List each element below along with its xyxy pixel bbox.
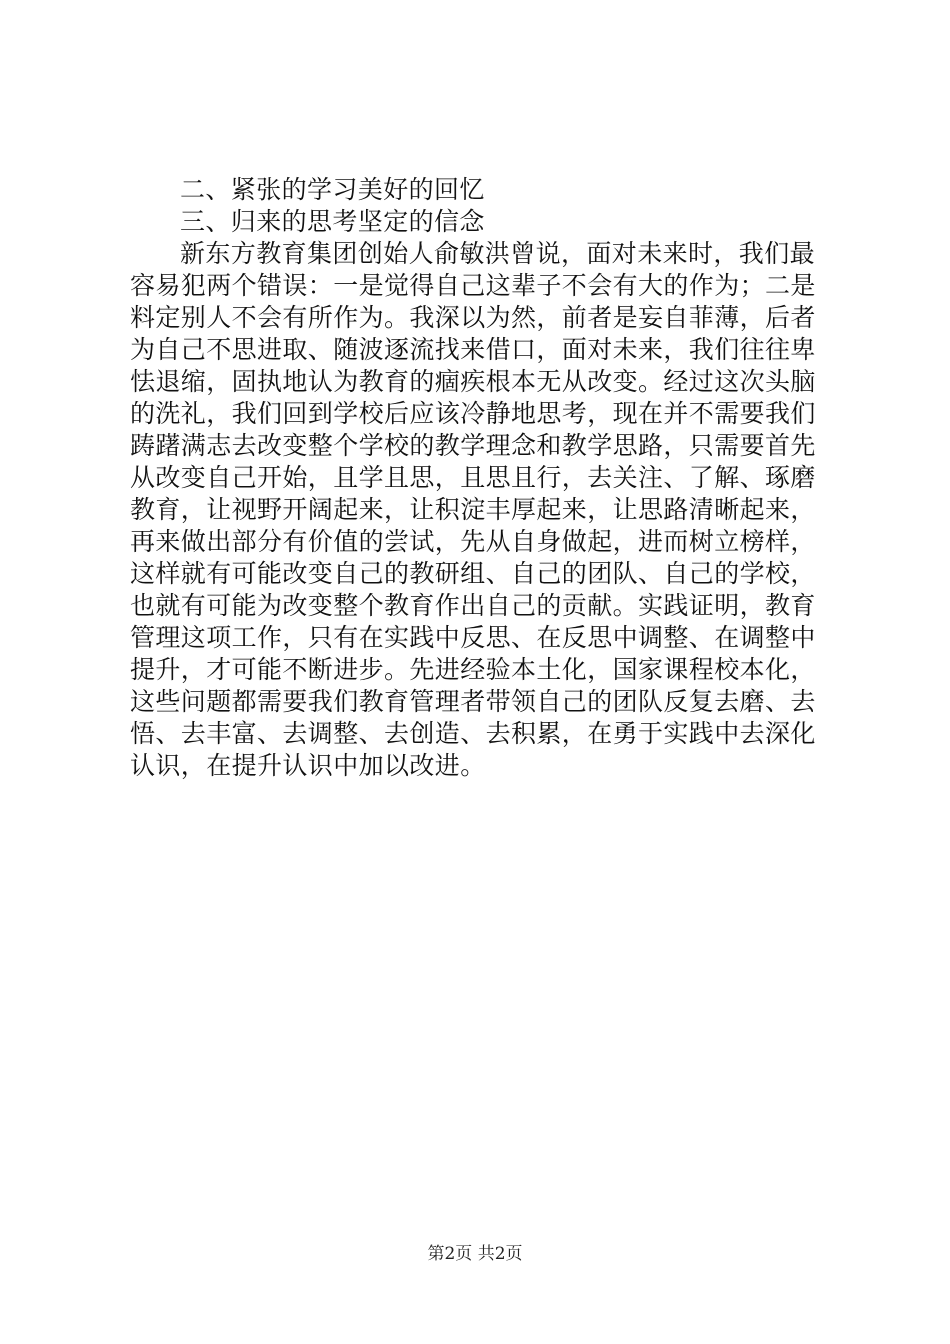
paragraph-line: 容易犯两个错误：一是觉得自己这辈子不会有大的作为；二是 bbox=[130, 271, 816, 300]
paragraph-line: 的洗礼，我们回到学校后应该冷静地思考，现在并不需要我们 bbox=[130, 399, 816, 428]
paragraph-line: 新东方教育集团创始人俞敏洪曾说，面对未来时，我们最 bbox=[180, 239, 816, 268]
section-heading-3: 三、归来的思考坚定的信念 bbox=[180, 207, 485, 236]
paragraph-line: 认识，在提升认识中加以改进。 bbox=[130, 751, 486, 780]
paragraph-line: 这些问题都需要我们教育管理者带领自己的团队反复去磨、去 bbox=[130, 687, 816, 716]
paragraph-line: 也就有可能为改变整个教育作出自己的贡献。实践证明，教育 bbox=[130, 591, 816, 620]
paragraph-line: 从改变自己开始，且学且思，且思且行，去关注、了解、琢磨 bbox=[130, 463, 816, 492]
paragraph-line: 提升，才可能不断进步。先进经验本土化，国家课程校本化， bbox=[130, 655, 816, 684]
paragraph-line: 料定别人不会有所作为。我深以为然，前者是妄自菲薄，后者 bbox=[130, 303, 816, 332]
paragraph-line: 悟、去丰富、去调整、去创造、去积累，在勇于实践中去深化 bbox=[130, 719, 816, 748]
paragraph-line: 教育，让视野开阔起来，让积淀丰厚起来，让思路清晰起来， bbox=[130, 495, 816, 524]
body-paragraph bbox=[130, 238, 830, 782]
paragraph-line: 再来做出部分有价值的尝试，先从自身做起，进而树立榜样， bbox=[130, 527, 816, 556]
paragraph-line: 这样就有可能改变自己的教研组、自己的团队、自己的学校， bbox=[130, 559, 816, 588]
document-body bbox=[130, 174, 830, 782]
paragraph-line: 管理这项工作，只有在实践中反思、在反思中调整、在调整中 bbox=[130, 623, 816, 652]
paragraph-line: 踌躇满志去改变整个学校的教学理念和教学思路，只需要首先 bbox=[130, 431, 816, 460]
paragraph-line: 怯退缩，固执地认为教育的痼疾根本无从改变。经过这次头脑 bbox=[130, 367, 816, 396]
section-heading-2: 二、紧张的学习美好的回忆 bbox=[180, 175, 485, 204]
paragraph-line: 为自己不思进取、随波逐流找来借口，面对未来，我们往往卑 bbox=[130, 335, 816, 364]
page-number-footer: 第2页 共2页 bbox=[427, 1244, 523, 1264]
